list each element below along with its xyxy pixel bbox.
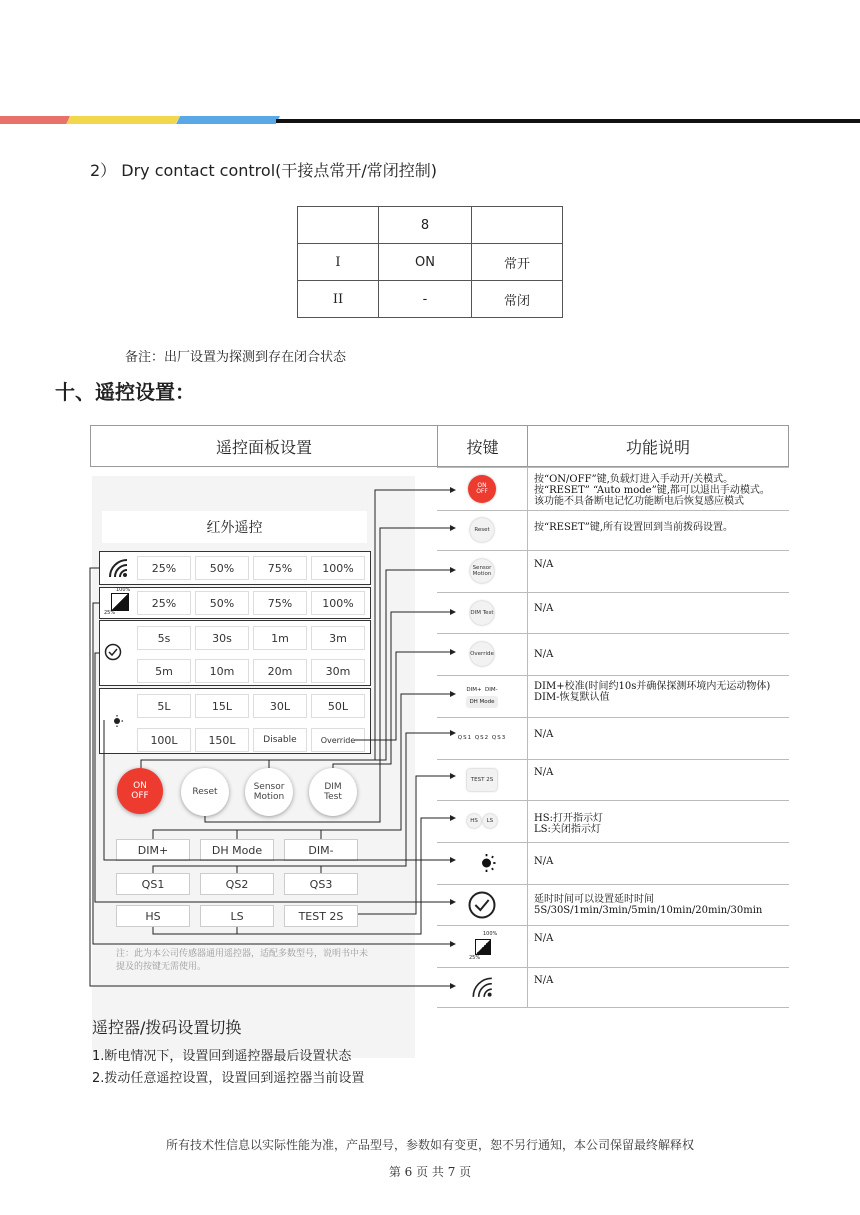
- lux-150l-button[interactable]: 150L: [195, 728, 249, 752]
- hold-30m-button[interactable]: 30m: [311, 659, 365, 683]
- function-description: N/A: [534, 603, 554, 614]
- lux-100l-button[interactable]: 100L: [137, 728, 191, 752]
- function-description: HS:打开指示灯 LS:关闭指示灯: [534, 813, 603, 835]
- sensitivity-25-button[interactable]: 25%: [137, 556, 191, 580]
- switch-line-1: 1.断电情况下，设置回到遥控器最后设置状态: [92, 1049, 352, 1064]
- hold-30s-button[interactable]: 30s: [195, 626, 249, 650]
- dim-25-button[interactable]: 25%: [137, 591, 191, 615]
- lux-disable-button[interactable]: Disable: [253, 728, 307, 752]
- dim-100-button[interactable]: 100%: [311, 591, 365, 615]
- hold-3m-button[interactable]: 3m: [311, 626, 365, 650]
- lux-15l-button[interactable]: 15L: [195, 694, 249, 718]
- test2s-mini-icon: TEST 2S: [467, 769, 497, 791]
- dim-plus-button[interactable]: DIM+: [116, 839, 190, 861]
- sensitivity-50-button[interactable]: 50%: [195, 556, 249, 580]
- col-header-key: 按键: [437, 425, 528, 467]
- dim-mini-icon: DIM+ DIM- DH Mode: [466, 684, 497, 708]
- sensor-motion-button[interactable]: Sensor Motion: [245, 768, 293, 816]
- dim-50-button[interactable]: 50%: [195, 591, 249, 615]
- function-description: 按“ON/OFF”键,负载灯进入手动开/关模式。 按“RESET” “Auto mode”键,都可以退出手动模式。 该功能不具备断电记忆功能断电后恢复感应模式: [534, 474, 770, 507]
- col-header-panel: 遥控面板设置: [90, 425, 438, 467]
- function-description: N/A: [534, 975, 554, 986]
- lux-5l-button[interactable]: 5L: [137, 694, 191, 718]
- qs2-button[interactable]: QS2: [200, 873, 274, 895]
- function-description: N/A: [534, 649, 554, 660]
- switch-title: 遥控器/拨码设置切换: [92, 1018, 242, 1037]
- sensitivity-100-button[interactable]: 100%: [311, 556, 365, 580]
- ls-button[interactable]: LS: [200, 905, 274, 927]
- table-cell: I: [298, 244, 379, 281]
- lux-30l-button[interactable]: 30L: [253, 694, 307, 718]
- dim-test-button[interactable]: DIM Test: [309, 768, 357, 816]
- dim-level-mini-icon: 100% 25%: [469, 931, 498, 961]
- sensitivity-75-button[interactable]: 75%: [253, 556, 307, 580]
- dim-minus-button[interactable]: DIM-: [284, 839, 358, 861]
- function-description: DIM+校准(时间约10s并确保探测环境内无运动物体) DIM-恢复默认值: [534, 681, 771, 703]
- footer-page-number: 第 6 页 共 7 页: [388, 1165, 472, 1179]
- dh-mode-button[interactable]: DH Mode: [200, 839, 274, 861]
- on-off-button[interactable]: ON OFF: [117, 768, 163, 814]
- switch-line-2: 2.拨动任意遥控设置，设置回到遥控器当前设置: [92, 1071, 365, 1086]
- test2s-button[interactable]: TEST 2S: [284, 905, 358, 927]
- override-button-mini-icon: Override: [470, 642, 494, 666]
- dim-label-high: 100%: [116, 587, 131, 593]
- dim-75-button[interactable]: 75%: [253, 591, 307, 615]
- hold-1m-button[interactable]: 1m: [253, 626, 307, 650]
- panel-note: 注：此为本公司传感器通用遥控器，适配多数型号，说明书中未提及的按键无需使用。: [116, 949, 369, 972]
- hold-5m-button[interactable]: 5m: [137, 659, 191, 683]
- table-cell: -: [379, 281, 472, 318]
- function-description: N/A: [534, 729, 554, 740]
- lux-50l-button[interactable]: 50L: [311, 694, 365, 718]
- table-cell: 常开: [472, 244, 563, 281]
- function-description: N/A: [534, 767, 554, 778]
- remote-heading: 十、遥控设置：: [55, 380, 195, 404]
- factory-note: 备注：出厂设置为探测到存在闭合状态: [125, 350, 347, 365]
- qs3-button[interactable]: QS3: [284, 873, 358, 895]
- function-description: N/A: [534, 559, 554, 570]
- dim-label-low: 25%: [104, 610, 116, 616]
- footer-disclaimer: 所有技术性信息以实际性能为准，产品型号，参数如有变更，恕不另行通知，本公司保留最终解释权: [165, 1138, 694, 1152]
- hs-button[interactable]: HS: [116, 905, 190, 927]
- hold-5s-button[interactable]: 5s: [137, 626, 191, 650]
- panel-title: 红外遥控: [102, 511, 367, 543]
- qs-mini-icon: QS1 QS2 QS3: [457, 735, 507, 741]
- function-description: 按“RESET”键,所有设置回到当前拨码设置。: [534, 522, 734, 533]
- section-heading: 2） Dry contact control(干接点常开/常闭控制): [90, 161, 438, 180]
- table-cell: 8: [379, 207, 472, 244]
- table-cell: ON: [379, 244, 472, 281]
- table-cell: II: [298, 281, 379, 318]
- dim-test-button-mini-icon: DIM Test: [470, 601, 494, 625]
- sensor-motion-button-mini-icon: Sensor Motion: [470, 559, 494, 583]
- hold-10m-button[interactable]: 10m: [195, 659, 249, 683]
- function-description: N/A: [534, 856, 554, 867]
- table-cell: 常闭: [472, 281, 563, 318]
- on-off-mini-icon: ON OFF: [468, 475, 496, 503]
- qs1-button[interactable]: QS1: [116, 873, 190, 895]
- hs-ls-mini-icon: HS LS: [467, 814, 497, 828]
- reset-button[interactable]: Reset: [181, 768, 229, 816]
- function-description: 延时时间可以设置延时时间 5S/30S/1min/3min/5min/10min/20min/30min: [534, 894, 763, 916]
- function-description: N/A: [534, 933, 554, 944]
- reset-button-mini-icon: Reset: [470, 518, 494, 542]
- col-header-function: 功能说明: [527, 425, 789, 467]
- lux-override-button[interactable]: Override: [311, 728, 365, 752]
- hold-20m-button[interactable]: 20m: [253, 659, 307, 683]
